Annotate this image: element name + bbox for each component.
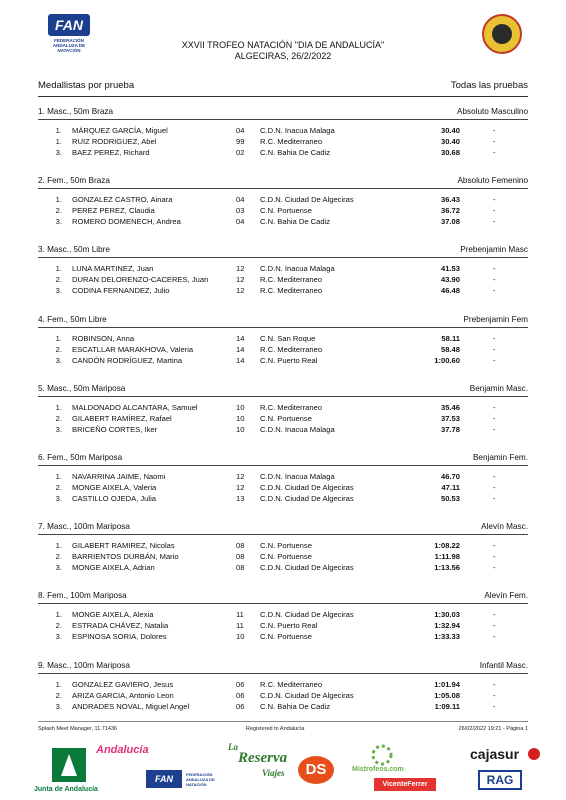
birth-year: 12 (236, 264, 245, 273)
footer-registration: Registered to Andalucía (246, 726, 305, 732)
swimmer-name: GONZALEZ CASTRO, Ainara (72, 195, 173, 204)
event-divider (38, 396, 528, 397)
club-seal-logo (482, 14, 522, 54)
swimmer-name: MONGE AIXELA, Adrian (72, 563, 155, 572)
swimmer-name: MALDONADO ALCANTARA, Samuel (72, 403, 198, 412)
birth-year: 08 (236, 563, 245, 572)
birth-year: 02 (236, 148, 245, 157)
result-row (38, 540, 528, 551)
result-position: 3. (55, 563, 62, 572)
la-reserva-logo-viajes: Viajes (262, 768, 285, 778)
result-position: 3. (55, 632, 62, 641)
event-title: 6. Fem., 50m Mariposa (38, 453, 123, 462)
club-name: C.D.N. Ciudad De Algeciras (260, 610, 354, 619)
event-title: 8. Fem., 100m Mariposa (38, 591, 127, 600)
result-time: 1:13.56 (434, 563, 460, 572)
result-time: 58.11 (441, 334, 460, 343)
result-points: - (493, 264, 496, 273)
club-name: C.N. Bahia De Cadiz (260, 217, 331, 226)
birth-year: 12 (236, 483, 245, 492)
result-points: - (493, 702, 496, 711)
birth-year: 10 (236, 414, 245, 423)
result-points: - (493, 356, 496, 365)
result-position: 1. (55, 541, 62, 550)
club-name: C.D.N. Inacua Malaga (260, 472, 335, 481)
result-position: 2. (55, 275, 62, 284)
event-category: Benjamin Masc. (469, 384, 528, 393)
result-row (38, 620, 528, 631)
swimmer-name: CASTILLO OJEDA, Julia (72, 494, 156, 503)
club-name: C.D.N. Ciudad De Algeciras (260, 563, 354, 572)
event-block (38, 522, 528, 592)
birth-year: 08 (236, 552, 245, 561)
footer-divider (38, 721, 528, 722)
birth-year: 14 (236, 345, 245, 354)
result-position: 1. (55, 334, 62, 343)
result-position: 1. (55, 137, 62, 146)
swimmer-name: DURAN DELORENZO-CACERES, Juan (72, 275, 209, 284)
birth-year: 04 (236, 195, 245, 204)
result-points: - (493, 552, 496, 561)
club-name: C.N. Portuense (260, 552, 312, 561)
result-points: - (493, 345, 496, 354)
result-position: 3. (55, 217, 62, 226)
swimmer-name: ANDRADES NOVAL, Miguel Angel (72, 702, 190, 711)
birth-year: 04 (236, 126, 245, 135)
club-name: R.C. Mediterraneo (260, 680, 323, 689)
event-title: 4. Fem., 50m Libre (38, 315, 107, 324)
swimmer-name: MONGE AIXELA, Alexia (72, 610, 154, 619)
birth-year: 10 (236, 403, 245, 412)
swimmer-name: ROMERO DOMENECH, Andrea (72, 217, 181, 226)
fan-logo-badge: FAN (48, 14, 90, 36)
vicente-ferrer-logo: VicenteFerrer (374, 778, 436, 791)
result-row (38, 355, 528, 366)
birth-year: 12 (236, 472, 245, 481)
club-name: C.N. Portuense (260, 541, 312, 550)
swimmer-name: NAVARRINA JAIME, Naomi (72, 472, 166, 481)
result-time: 1:11.98 (434, 552, 460, 561)
event-category: Alevín Fem. (484, 591, 528, 600)
result-points: - (493, 403, 496, 412)
result-time: 37.53 (440, 414, 460, 423)
club-name: R.C. Mediterraneo (260, 345, 323, 354)
result-time: 1:09.11 (434, 702, 460, 711)
result-time: 37.08 (440, 217, 460, 226)
club-name: C.D.N. Ciudad De Algeciras (260, 494, 354, 503)
result-points: - (493, 148, 496, 157)
event-divider (38, 465, 528, 466)
swimmer-name: BRICEÑO CORTES, Iker (72, 425, 158, 434)
swimmer-name: PEREZ PEREZ, Claudia (72, 206, 155, 215)
result-row (38, 631, 528, 642)
birth-year: 06 (236, 691, 245, 700)
club-name: C.N. Portuense (260, 632, 312, 641)
swimmer-name: RUIZ RODRIGUEZ, Abel (72, 137, 157, 146)
result-row (38, 562, 528, 573)
result-row (38, 679, 528, 690)
result-row (38, 402, 528, 413)
event-title: 2. Fem., 50m Braza (38, 176, 110, 185)
result-row (38, 285, 528, 296)
club-name: C.N. Puerto Real (260, 621, 318, 630)
birth-year: 14 (236, 334, 245, 343)
result-row (38, 205, 528, 216)
birth-year: 13 (236, 494, 245, 503)
result-points: - (493, 126, 496, 135)
mistrofeos-text: Mistrofeos.com (352, 766, 404, 773)
club-name: C.D.N. Ciudad De Algeciras (260, 691, 354, 700)
event-divider (38, 603, 528, 604)
birth-year: 12 (236, 286, 245, 295)
result-position: 3. (55, 425, 62, 434)
result-row (38, 471, 528, 482)
result-points: - (493, 137, 496, 146)
result-points: - (493, 563, 496, 572)
result-position: 2. (55, 621, 62, 630)
la-reserva-logo-la: La (228, 742, 238, 752)
result-position: 3. (55, 702, 62, 711)
result-points: - (493, 494, 496, 503)
event-title: 1. Masc., 50m Braza (38, 107, 114, 116)
birth-year: 10 (236, 425, 245, 434)
header-divider (38, 96, 528, 97)
result-time: 1:33.33 (434, 632, 460, 641)
event-divider (38, 119, 528, 120)
result-points: - (493, 425, 496, 434)
birth-year: 11 (236, 621, 244, 630)
result-row (38, 263, 528, 274)
event-block (38, 384, 528, 454)
event-block (38, 107, 528, 177)
club-name: C.N. San Roque (260, 334, 316, 343)
result-time: 30.40 (440, 137, 460, 146)
result-position: 2. (55, 552, 62, 561)
club-name: C.N. Puerto Real (260, 356, 318, 365)
result-time: 36.72 (440, 206, 460, 215)
birth-year: 03 (236, 206, 245, 215)
result-position: 1. (55, 680, 62, 689)
result-points: - (493, 195, 496, 204)
result-time: 43.90 (440, 275, 460, 284)
fan-sponsor-logo: FAN (146, 770, 182, 788)
result-time: 1:05.08 (434, 691, 460, 700)
result-time: 35.46 (440, 403, 460, 412)
cajasur-mark-icon (528, 748, 540, 760)
event-category: Benjamin Fem. (472, 453, 528, 462)
result-row (38, 194, 528, 205)
swimmer-name: GONZALEZ GAVIERO, Jesus (72, 680, 174, 689)
result-position: 2. (55, 414, 62, 423)
result-position: 3. (55, 356, 62, 365)
result-row (38, 482, 528, 493)
event-category: Prebenjamin Masc (460, 245, 528, 254)
result-position: 3. (55, 148, 62, 157)
result-position: 1. (55, 195, 62, 204)
result-row (38, 274, 528, 285)
result-position: 3. (55, 286, 62, 295)
swimmer-name: BARRIENTOS DURBÁN, Mario (72, 552, 179, 561)
result-time: 47.11 (441, 483, 460, 492)
swimmer-name: GILABERT RAMÍREZ, Rafael (72, 414, 172, 423)
result-position: 2. (55, 206, 62, 215)
club-name: C.N. Portuense (260, 206, 312, 215)
result-row (38, 147, 528, 158)
club-name: C.D.N. Ciudad De Algeciras (260, 483, 354, 492)
result-row (38, 609, 528, 620)
section-title: Medallistas por prueba (38, 80, 135, 91)
swimmer-name: MONGE AIXELA, Valeria (72, 483, 157, 492)
result-row (38, 136, 528, 147)
result-time: 1:30.03 (434, 610, 460, 619)
birth-year: 11 (236, 610, 244, 619)
event-divider (38, 534, 528, 535)
birth-year: 99 (236, 137, 245, 146)
result-time: 36.43 (440, 195, 460, 204)
result-points: - (493, 286, 496, 295)
meet-title: XXVII TROFEO NATACIÓN "DIA DE ANDALUCÍA" (181, 40, 385, 50)
result-position: 1. (55, 264, 62, 273)
swimmer-name: ARIZA GARCIA, Antonio Leon (72, 691, 174, 700)
club-name: C.N. Bahia De Cadiz (260, 148, 331, 157)
swimmer-name: ESTRADA CHÁVEZ, Natalia (72, 621, 169, 630)
birth-year: 04 (236, 217, 245, 226)
event-block (38, 453, 528, 523)
birth-year: 12 (236, 275, 245, 284)
result-row (38, 333, 528, 344)
result-time: 1:08.22 (434, 541, 460, 550)
result-position: 1. (55, 403, 62, 412)
club-name: R.C. Mediterraneo (260, 286, 323, 295)
result-points: - (493, 541, 496, 550)
result-row (38, 413, 528, 424)
result-time: 46.70 (440, 472, 460, 481)
result-time: 1:00.60 (434, 356, 460, 365)
club-name: C.D.N. Ciudad De Algeciras (260, 195, 354, 204)
result-time: 58.48 (440, 345, 460, 354)
result-time: 46.48 (440, 286, 460, 295)
result-position: 3. (55, 494, 62, 503)
junta-andalucia-logo (52, 748, 86, 782)
birth-year: 10 (236, 632, 245, 641)
event-divider (38, 673, 528, 674)
club-name: R.C. Mediterraneo (260, 275, 323, 284)
andalucia-brand-logo: Andalucía (96, 744, 149, 756)
footer-software: Splash Meet Manager, 11.71436 (38, 726, 118, 732)
result-points: - (493, 206, 496, 215)
result-row (38, 690, 528, 701)
birth-year: 06 (236, 680, 245, 689)
swimmer-name: ESPINOSA SORIA, Dolores (72, 632, 167, 641)
result-points: - (493, 632, 496, 641)
event-title: 7. Masc., 100m Mariposa (38, 522, 130, 531)
result-time: 50.53 (440, 494, 460, 503)
result-points: - (493, 680, 496, 689)
club-name: C.D.N. Inacua Malaga (260, 264, 335, 273)
result-position: 2. (55, 345, 62, 354)
result-points: - (493, 610, 496, 619)
result-time: 30.40 (440, 126, 460, 135)
event-block (38, 591, 528, 661)
swimmer-name: BAEZ PEREZ, Richard (72, 148, 150, 157)
birth-year: 08 (236, 541, 245, 550)
result-time: 41.53 (440, 264, 460, 273)
event-title: 5. Masc., 50m Mariposa (38, 384, 126, 393)
club-name: R.C. Mediterraneo (260, 403, 323, 412)
event-block (38, 315, 528, 385)
swimmer-name: GILABERT RAMIREZ, Nicolas (72, 541, 175, 550)
event-category: Prebenjamin Fem (463, 315, 528, 324)
birth-year: 14 (236, 356, 245, 365)
result-row (38, 551, 528, 562)
event-category: Absoluto Femenino (457, 176, 528, 185)
result-points: - (493, 483, 496, 492)
result-time: 1:01.94 (434, 680, 460, 689)
swimmer-name: MÁRQUEZ GARCÍA, Miguel (72, 126, 168, 135)
result-time: 37.78 (440, 425, 460, 434)
event-category: Alevín Masc. (481, 522, 528, 531)
event-category: Absoluto Masculino (457, 107, 528, 116)
result-row (38, 344, 528, 355)
birth-year: 06 (236, 702, 245, 711)
fan-sponsor-text: FEDERACIÓN ANDALUZA DE NATACIÓN (186, 772, 215, 787)
club-name: C.N. Bahia De Cadiz (260, 702, 331, 711)
result-points: - (493, 691, 496, 700)
junta-andalucia-text: Junta de Andalucía (34, 786, 98, 793)
result-row (38, 424, 528, 435)
result-points: - (493, 472, 496, 481)
result-row (38, 216, 528, 227)
result-points: - (493, 334, 496, 343)
result-position: 1. (55, 126, 62, 135)
result-position: 2. (55, 483, 62, 492)
result-row (38, 125, 528, 136)
result-points: - (493, 621, 496, 630)
swimmer-name: CODINA FERNANDEZ, Julio (72, 286, 170, 295)
club-name: C.D.N. Inacua Malaga (260, 425, 335, 434)
club-name: R.C. Mediterraneo (260, 137, 323, 146)
mistrofeos-icon (370, 744, 394, 766)
result-row (38, 701, 528, 712)
result-time: 1:32.94 (434, 621, 460, 630)
ds-logo: DS (298, 756, 334, 784)
result-position: 1. (55, 610, 62, 619)
result-points: - (493, 414, 496, 423)
result-row (38, 493, 528, 504)
event-divider (38, 257, 528, 258)
result-position: 2. (55, 691, 62, 700)
footer-page-info: 26/02/2022 19:21 - Página 1 (458, 726, 528, 732)
fan-logo-subtitle: FEDERACIÓN ANDALUZA DE NATACIÓN (52, 38, 86, 53)
result-position: 1. (55, 472, 62, 481)
event-title: 9. Masc., 100m Mariposa (38, 661, 130, 670)
event-block (38, 176, 528, 246)
sponsor-bar (0, 742, 566, 800)
club-name: C.D.N. Inacua Malaga (260, 126, 335, 135)
swimmer-name: ROBINSON, Anna (72, 334, 135, 343)
section-scope: Todas las pruebas (450, 80, 528, 91)
cajasur-logo: cajasur (470, 746, 520, 762)
event-title: 3. Masc., 50m Libre (38, 245, 110, 254)
event-category: Infantil Masc. (479, 661, 528, 670)
swimmer-name: CANDÓN RODRÍGUEZ, Martina (72, 356, 183, 365)
event-divider (38, 188, 528, 189)
meet-location-date: ALGECIRAS, 26/2/2022 (234, 51, 332, 61)
event-block (38, 245, 528, 315)
result-points: - (493, 217, 496, 226)
result-time: 30.68 (440, 148, 460, 157)
result-points: - (493, 275, 496, 284)
swimmer-name: LUNA MARTINEZ, Juan (72, 264, 154, 273)
event-divider (38, 327, 528, 328)
club-name: C.N. Portuense (260, 414, 312, 423)
swimmer-name: ESCATLLAR MARAKHOVA, Valeria (72, 345, 194, 354)
rag-logo: RAG (478, 770, 522, 790)
la-reserva-logo: Reserva (238, 750, 288, 766)
